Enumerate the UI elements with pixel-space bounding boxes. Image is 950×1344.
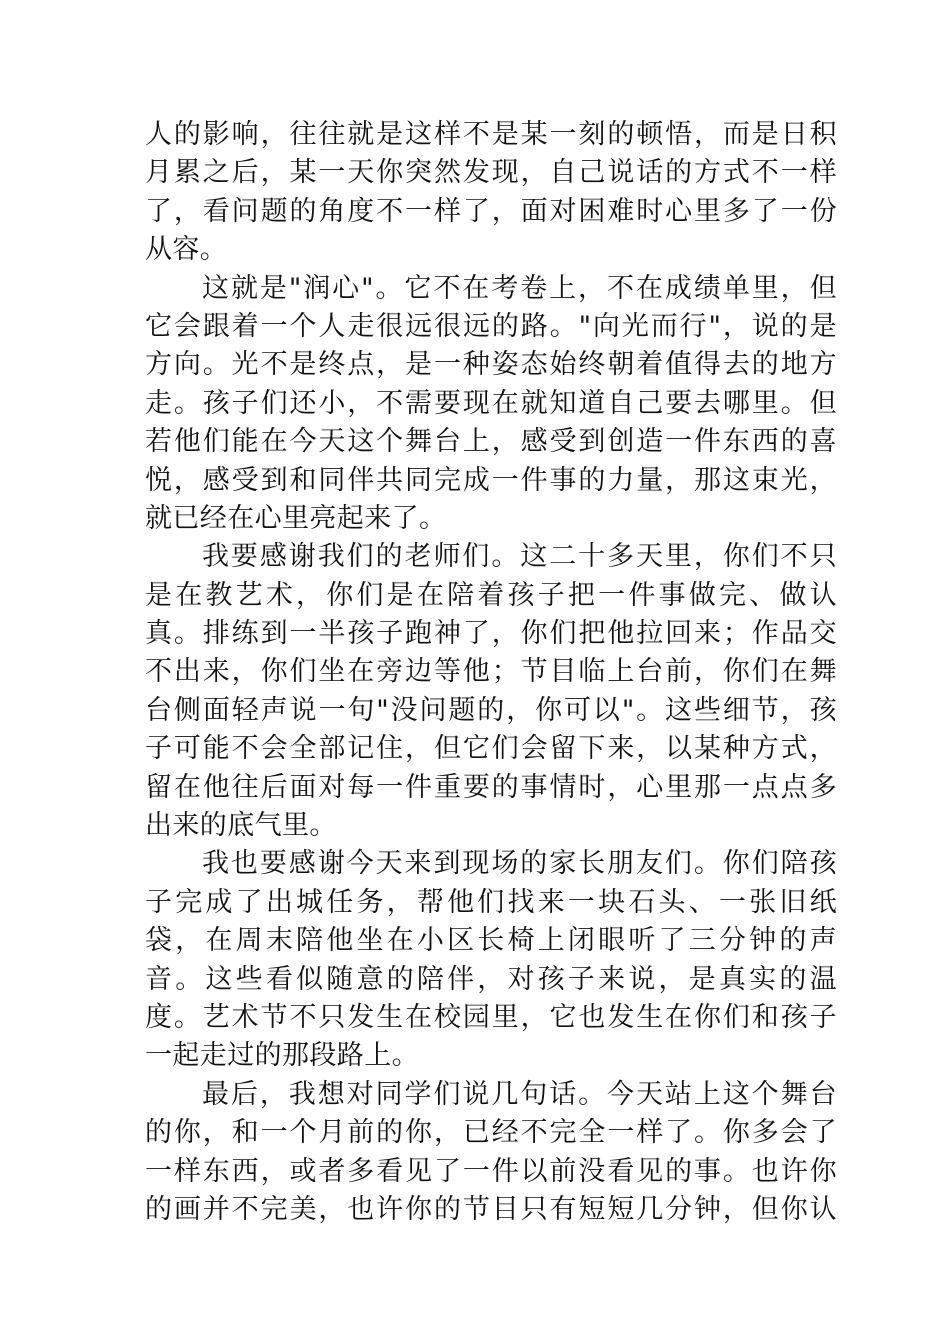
text-line: 它会跟着一个人走很远很远的路。"向光而行"，说的是 [145,310,837,342]
text-line: 不出来，你们坐在旁边等他；节目临上台前，你们在舞 [145,656,837,688]
text-line: 留在他往后面对每一件重要的事情时，心里那一点点多 [145,771,837,803]
text-line: 是在教艺术，你们是在陪着孩子把一件事做完、做认 [145,579,837,611]
text-line: 月累之后，某一天你突然发现，自己说话的方式不一样 [145,157,837,189]
text-line: 真。排练到一半孩子跑神了，你们把他拉回来；作品交 [145,618,837,650]
text-line: 最后，我想对同学们说几句话。今天站上这个舞台 [202,1078,837,1110]
text-line: 的你，和一个月前的你，已经不完全一样了。你多会了 [145,1117,837,1149]
text-line: 从容。 [145,234,228,266]
text-line: 袋，在周末陪他坐在小区长椅上闭眼听了三分钟的声 [145,925,837,957]
text-line: 一样东西，或者多看见了一件以前没看见的事。也许你 [145,1155,837,1187]
text-line: 这就是"润心"。它不在考卷上，不在成绩单里，但 [202,272,837,304]
text-line: 一起走过的那段路上。 [145,1040,419,1072]
text-line: 就已经在心里亮起来了。 [145,502,447,534]
text-line: 悦，感受到和同伴共同完成一件事的力量，那这束光， [145,464,837,496]
document-body [145,116,837,1229]
text-line: 方向。光不是终点，是一种姿态始终朝着值得去的地方 [145,349,837,381]
paragraph [145,538,837,845]
paragraph [145,116,837,270]
paragraph [145,1076,837,1230]
paragraph [145,270,837,539]
text-line: 度。艺术节不只发生在校园里，它也发生在你们和孩子 [145,1001,837,1033]
paragraph [145,845,837,1075]
text-line: 人的影响，往往就是这样不是某一刻的顿悟，而是日积 [145,119,837,150]
text-line: 走。孩子们还小，不需要现在就知道自己要去哪里。但 [145,387,837,419]
text-line: 我也要感谢今天来到现场的家长朋友们。你们陪孩 [202,848,837,880]
text-line: 了，看问题的角度不一样了，面对困难时心里多了一份 [145,195,837,227]
text-line: 台侧面轻声说一句"没问题的，你可以"。这些细节，孩 [145,694,837,726]
text-line: 若他们能在今天这个舞台上，感受到创造一件东西的喜 [145,426,837,458]
text-line: 子完成了出城任务，帮他们找来一块石头、一张旧纸 [145,886,837,918]
text-line: 子可能不会全部记住，但它们会留下来，以某种方式， [145,733,837,765]
text-line: 出来的底气里。 [145,810,337,842]
text-line: 我要感谢我们的老师们。这二十多天里，你们不只 [202,541,837,573]
text-line: 音。这些看似随意的陪伴，对孩子来说，是真实的温 [145,963,837,995]
text-line: 的画并不完美，也许你的节目只有短短几分钟，但你认 [145,1193,837,1225]
